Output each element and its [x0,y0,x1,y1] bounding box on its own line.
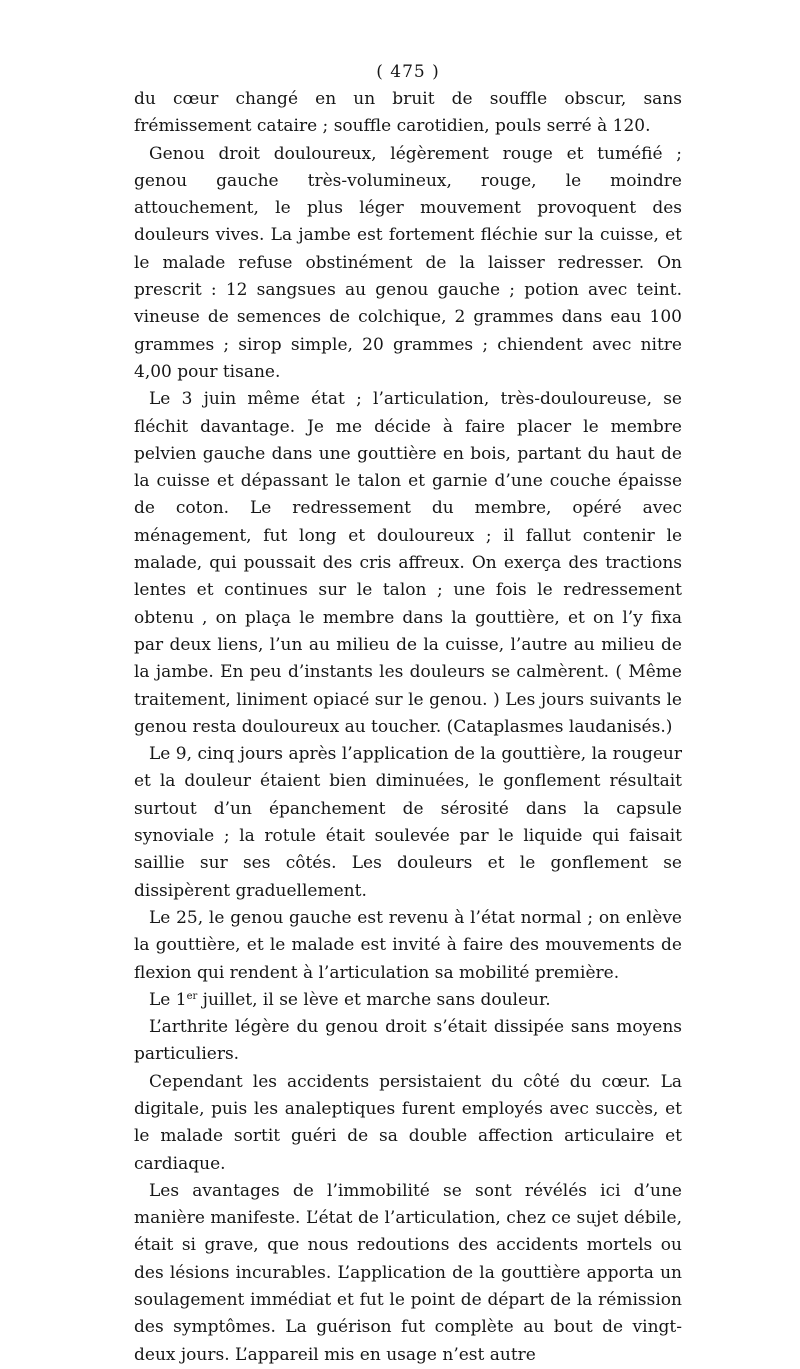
paragraph-6 [134,987,682,1014]
paragraph-8: Cependant les accidents persistaient du côté du cœur. La digitale, puis les analeptiques furent employés avec succès, et le malade sortit guéri de sa double affection articulaire et cardiaque. [134,1071,682,1174]
paragraph-6-after: juillet, il se lève et marche sans douleur. [197,989,551,1010]
paragraph-7: L’arthrite légère du genou droit s’était dissipée sans moyens particuliers. [134,1017,682,1065]
paragraph-1: du cœur changé en un bruit de souffle obscur, sans frémissement cataire ; souffle carotidien, pouls serré à 120. [134,89,682,137]
paragraph-4: Le 9, cinq jours après l’application de la gouttière, la rougeur et la douleur étaient bien diminuées, le gonflement résultait surtout d’un épanchement de sérosité dans la capsule synoviale ; la rotule était soulevée par le liquide qui faisait saillie sur ses côtés. Les douleurs et le gonflement se dissipèrent graduellement. [134,744,682,901]
page-body [134,60,682,1369]
paragraph-9: Les avantages de l’immobilité se sont révélés ici d’une manière manifeste. L’état de l’articulation, chez ce sujet débile, était si grave, que nous redoutions des accidents mortels ou des lésions incurables. L’application de la gouttière apporta un soulagement immédiat et fut le point de départ de la rémission des symptômes. La guérison fut complète au bout de vingt-deux jours. L’appareil mis en usage n’est autre [134,1180,682,1365]
paragraph-6-superscript: er [186,990,198,1002]
paragraph-5: Le 25, le genou gauche est revenu à l’état normal ; on enlève la gouttière, et le malade est invité à faire des mouvements de flexion qui rendent à l’articulation sa mobilité première. [134,907,682,983]
page-number: ( 475 ) [376,62,440,82]
paragraph-2: Genou droit douloureux, légèrement rouge et tuméfié ; genou gauche très-volumineux, rouge, le moindre attouchement, le plus léger mouvement provoquent des douleurs vives. La jambe est fortement fléchie sur la cuisse, et le malade refuse obstinément de la laisser redresser. On prescrit : 12 sangsues au genou gauche ; potion avec teint. vineuse de semences de colchique, 2 grammes dans eau 100 grammes ; sirop simple, 20 grammes ; chiendent avec nitre 4,00 pour tisane. [134,143,682,382]
paragraph-3: Le 3 juin même état ; l’articulation, très-douloureuse, se fléchit davantage. Je me décide à faire placer le membre pelvien gauche dans une gouttière en bois, partant du haut de la cuisse et dépassant le talon et garnie d’une couche épaisse de coton. Le redressement du membre, opéré avec ménagement, fut long et douloureux ; il fallut contenir le malade, qui poussait des cris affreux. On exerça des tractions lentes et continues sur le talon ; une fois le redressement obtenu , on plaça le membre dans la gouttière, et on l’y fixa par deux liens, l’un au milieu de la cuisse, l’autre au milieu de la jambe. En peu d’instants les douleurs se calmèrent. ( Même traitement, liniment opiacé sur le genou. ) Les jours suivants le genou resta douloureux au toucher. (Cataplasmes laudanisés.) [134,389,682,737]
paragraph-6-before: Le 1 [149,989,187,1010]
